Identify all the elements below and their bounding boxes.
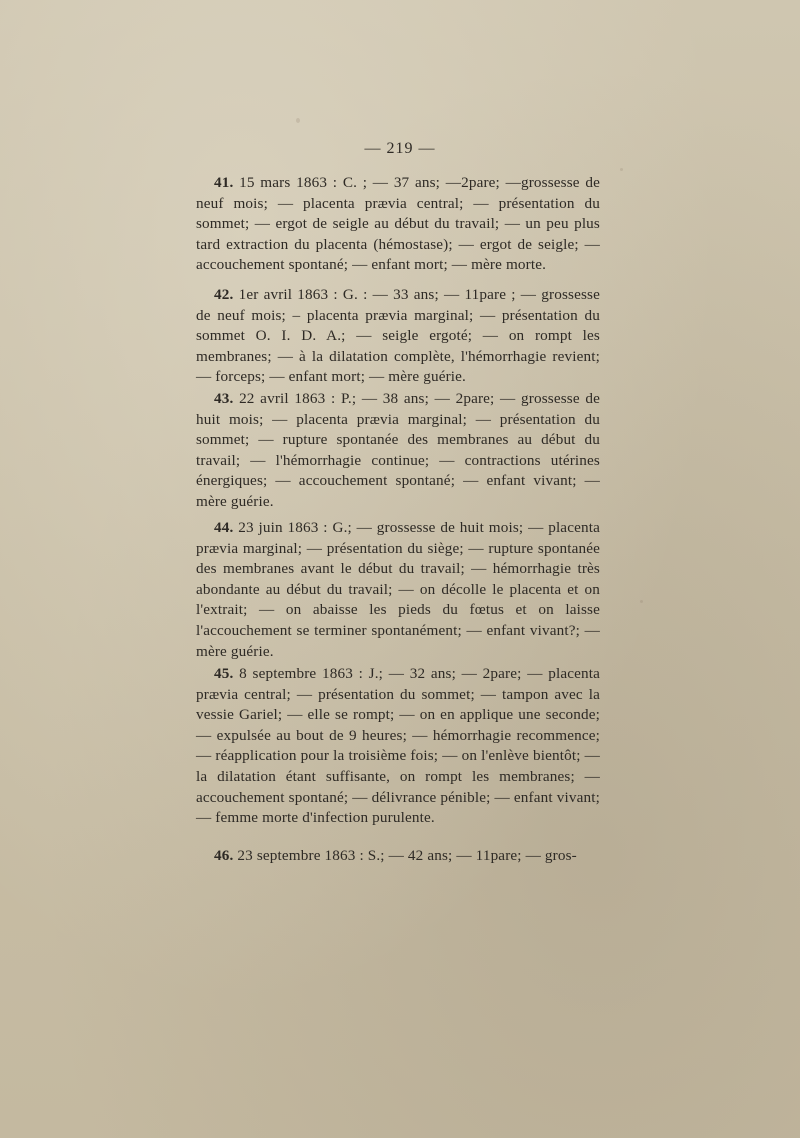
case-text: 15 mars 1863 : C. ; — 37 ans; —2pare; —grossesse de neuf mois; — placenta prævia central; — présentation du sommet; — ergot de seigle au début du travail; — un peu plus tard extraction du placenta (hémostase); — ergot de seigle; — accouchement spontané; — enfant mort; — mère morte.	[196, 174, 600, 274]
case-text: 1er avril 1863 : G. : — 33 ans; — 11pare ; — grossesse de neuf mois; – placenta prævia marginal; — présentation du sommet O. I. D. A.; — seigle ergoté; — on rompt les membranes; — à la dilatation complète, l'hémorrhagie revient; — forceps; — enfant mort; — mère guérie.	[196, 286, 600, 386]
case-number: 45.	[214, 665, 234, 682]
paper-speck	[620, 168, 623, 171]
case-entry-45	[196, 664, 600, 829]
case-entry-46	[196, 846, 600, 867]
case-entry-41	[196, 173, 600, 276]
case-number: 43.	[214, 390, 234, 407]
paper-speck	[640, 600, 643, 603]
case-entry-43	[196, 389, 600, 513]
case-text: 23 juin 1863 : G.; — grossesse de huit mois; — placenta prævia marginal; — présentation du siège; — rupture spontanée des membranes avant le début du travail; — hémorrhagie très abondante au début du travail; — on décolle le placenta et on l'extrait; — on abaisse les pieds du fœtus et on laisse l'accouchement se terminer spontanément; — enfant vivant?; — mère guérie.	[196, 519, 600, 660]
case-text: 22 avril 1863 : P.; — 38 ans; — 2pare; — grossesse de huit mois; — placenta prævia marginal; — présentation du sommet; — rupture spontanée des membranes au début du travail; — l'hémorrhagie continue; — contractions utérines énergiques; — accouchement spontané; — enfant vivant; — mère guérie.	[196, 390, 600, 510]
case-number: 44.	[214, 519, 234, 536]
case-entry-42	[196, 285, 600, 388]
case-number: 46.	[214, 847, 234, 864]
case-number: 42.	[214, 286, 234, 303]
case-number: 41.	[214, 174, 234, 191]
page-number: — 219 —	[364, 140, 436, 157]
case-text: 23 septembre 1863 : S.; — 42 ans; — 11pare; — gros-	[233, 847, 577, 864]
case-entry-44	[196, 518, 600, 662]
paper-speck	[296, 118, 300, 123]
case-text: 8 septembre 1863 : J.; — 32 ans; — 2pare; — placenta prævia central; — présentation du sommet; — tampon avec la vessie Gariel; — elle se rompt; — on en applique une seconde; — expulsée au bout de 9 heures; — hémorrhagie recommence; — réapplication pour la troisième fois; — on l'enlève bientôt; — la dilatation étant suffisante, on rompt les membranes; — accouchement spontané; — délivrance pénible; — enfant vivant; — femme morte d'infection purulente.	[196, 665, 600, 827]
